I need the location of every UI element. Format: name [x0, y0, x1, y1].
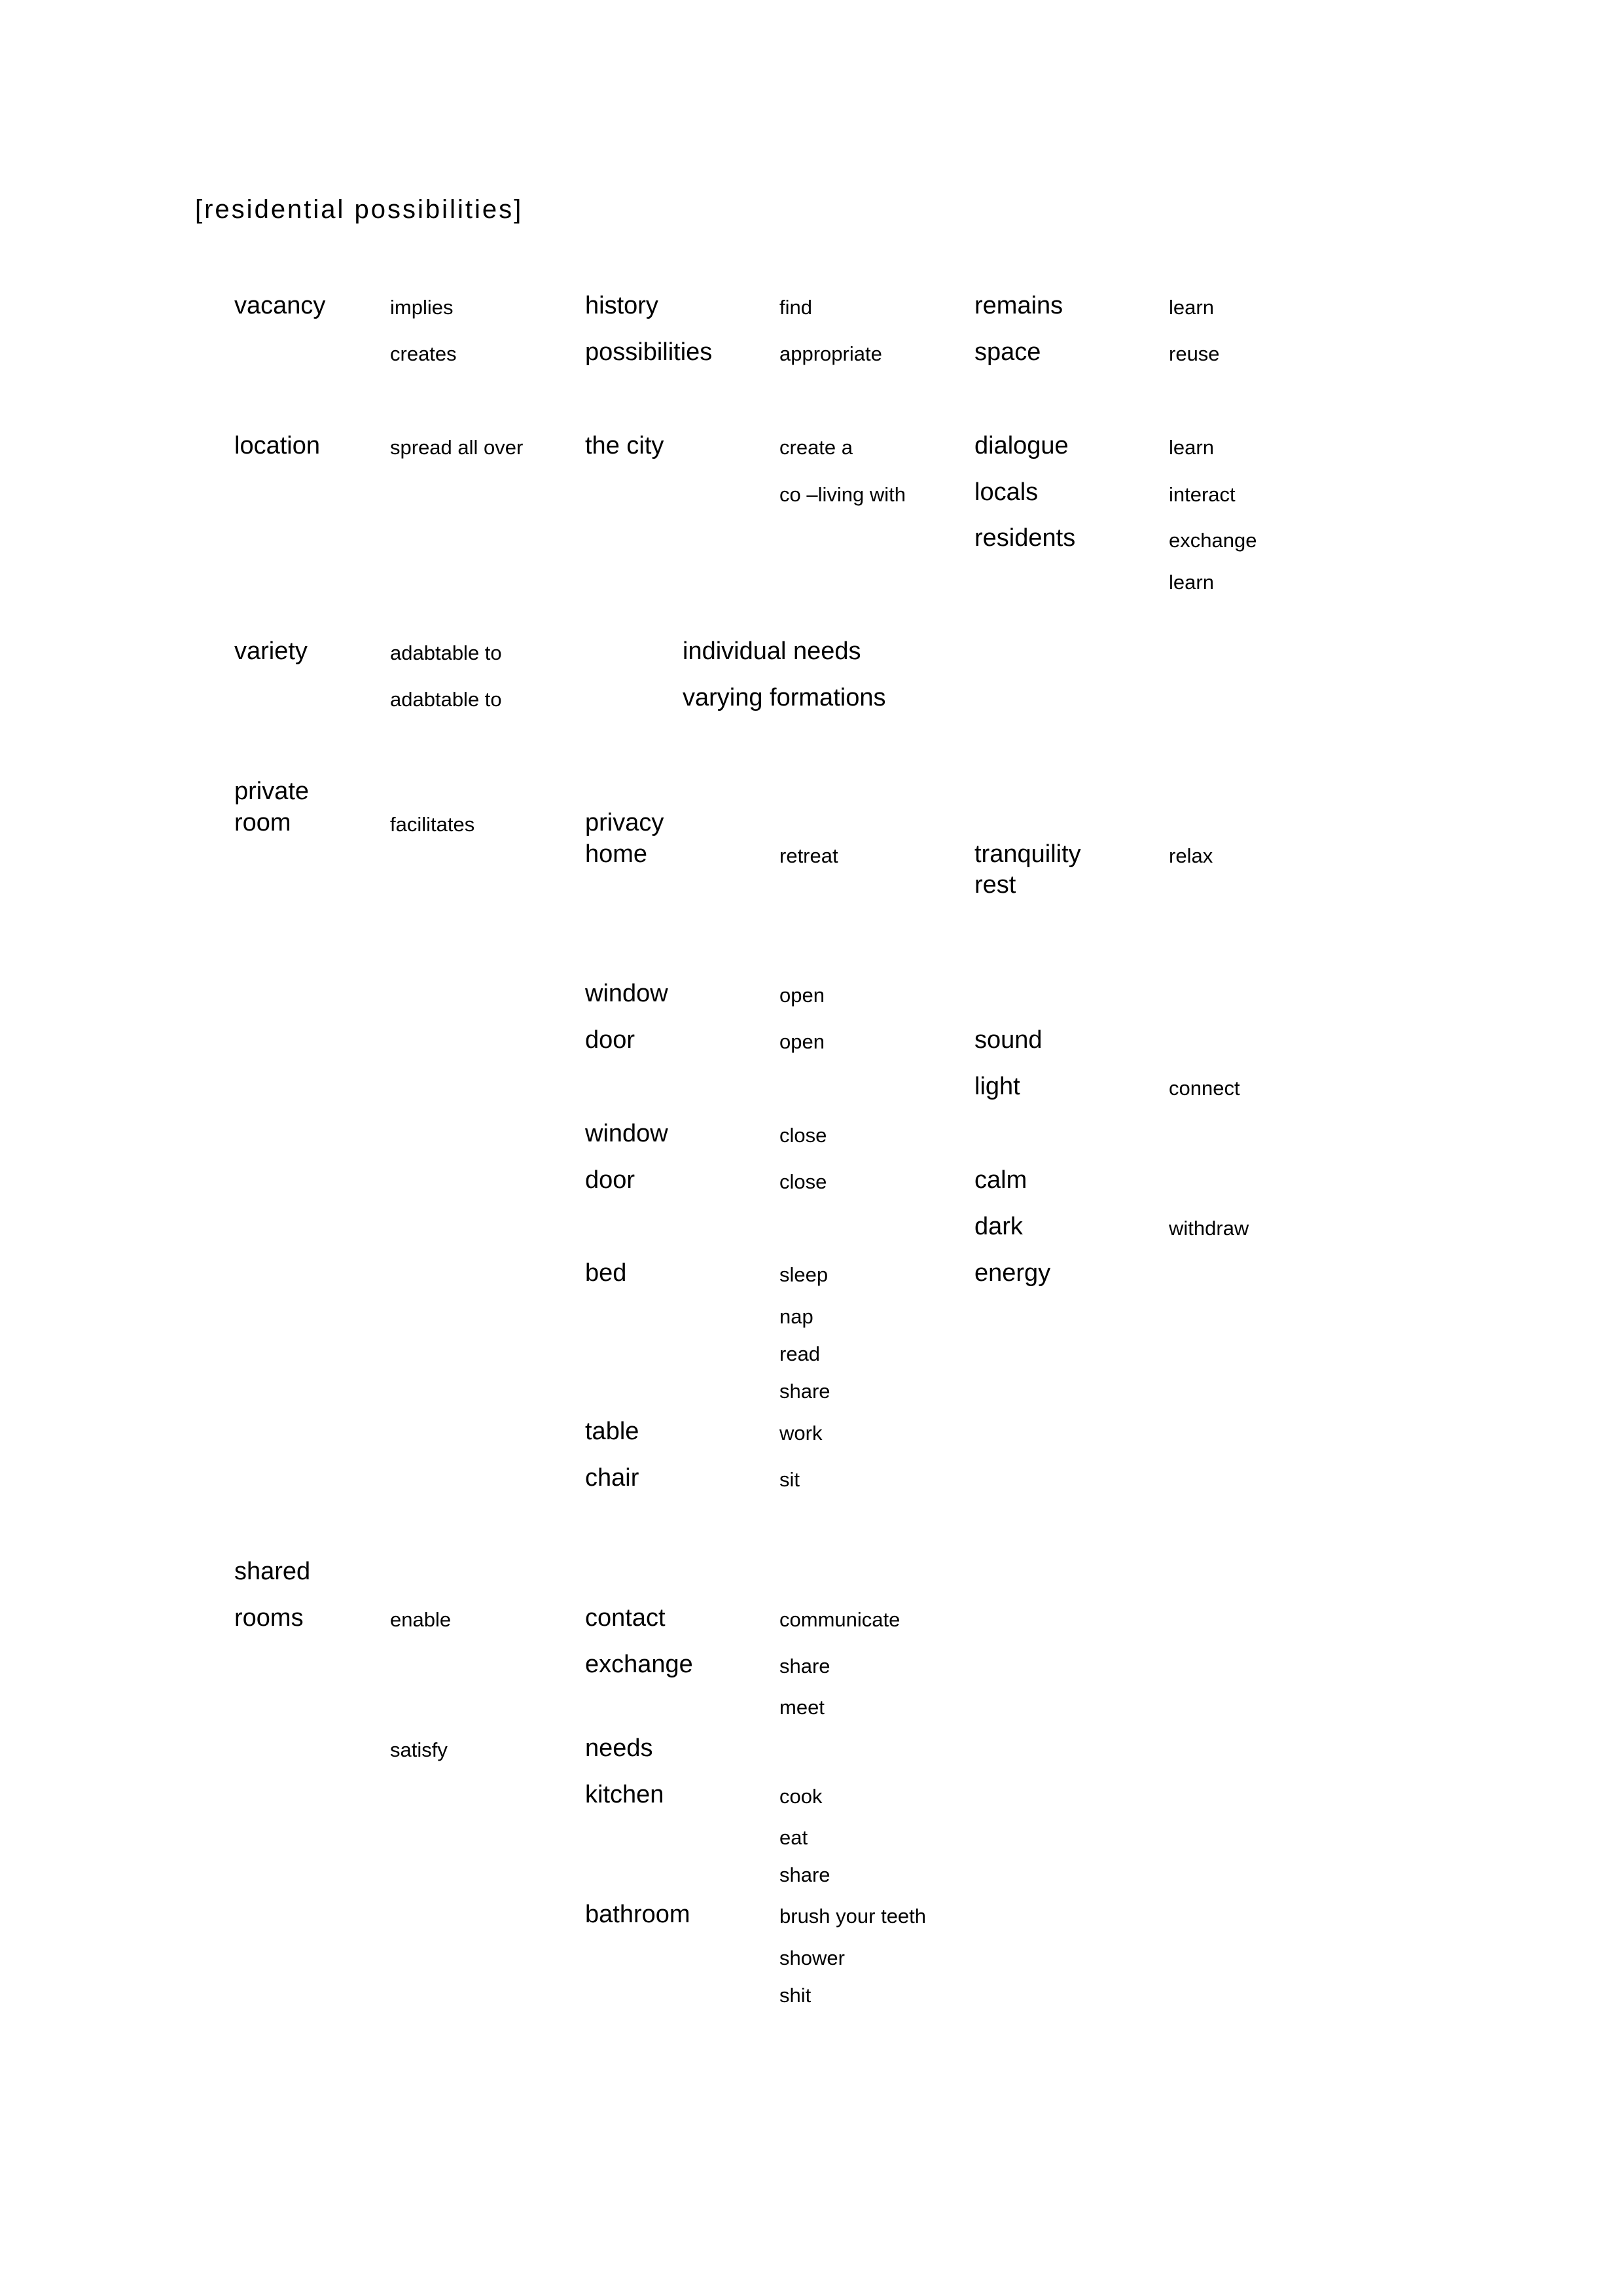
result-locals: locals [974, 478, 1039, 506]
object-exchange: exchange [585, 1651, 693, 1678]
object-history: history [585, 292, 658, 319]
result-energy: energy [974, 1259, 1051, 1287]
verb-satisfy: satisfy [390, 1738, 448, 1761]
action-close: close [779, 1124, 827, 1147]
action-eat: eat [779, 1826, 808, 1849]
result-remains: remains [974, 292, 1063, 319]
action-appropriate: appropriate [779, 342, 882, 365]
term-room: room [234, 809, 291, 836]
action-share: share [779, 1863, 830, 1886]
item-bed: bed [585, 1259, 627, 1287]
item-door: door [585, 1166, 635, 1194]
action-open: open [779, 1030, 825, 1053]
object-contact: contact [585, 1604, 666, 1632]
action-co-living: co –living with [779, 483, 906, 506]
action-create-a: create a [779, 436, 853, 459]
action-retreat: retreat [779, 844, 838, 867]
effect-interact: interact [1169, 483, 1236, 506]
action-shower: shower [779, 1946, 845, 1969]
item-chair: chair [585, 1464, 639, 1492]
result-rest: rest [974, 871, 1016, 899]
item-window: window [585, 1120, 668, 1147]
action-shit: shit [779, 1984, 812, 2007]
action-sit: sit [779, 1468, 800, 1491]
effect-reuse: reuse [1169, 342, 1220, 365]
object-home: home [585, 840, 648, 868]
effect-learn: learn [1169, 436, 1214, 459]
item-kitchen: kitchen [585, 1781, 664, 1808]
result-light: light [974, 1073, 1020, 1100]
action-cook: cook [779, 1785, 823, 1808]
term-private: private [234, 778, 310, 805]
object-the-city: the city [585, 432, 664, 459]
term-shared: shared [234, 1558, 311, 1585]
verb-facilitates: facilitates [390, 813, 475, 836]
object-individual-needs: individual needs [683, 637, 861, 665]
result-residents: residents [974, 524, 1076, 552]
effect-connect: connect [1169, 1077, 1240, 1100]
object-needs: needs [585, 1734, 653, 1762]
action-open: open [779, 984, 825, 1007]
object-varying-formations: varying formations [683, 684, 886, 711]
effect-exchange: exchange [1169, 529, 1257, 552]
item-bathroom: bathroom [585, 1901, 690, 1928]
action-work: work [779, 1422, 823, 1444]
term-rooms: rooms [234, 1604, 304, 1632]
object-privacy: privacy [585, 809, 664, 836]
result-sound: sound [974, 1026, 1043, 1054]
verb-creates: creates [390, 342, 457, 365]
item-door: door [585, 1026, 635, 1054]
term-variety: variety [234, 637, 308, 665]
item-table: table [585, 1418, 639, 1445]
action-brush-teeth: brush your teeth [779, 1905, 927, 1928]
result-dialogue: dialogue [974, 432, 1069, 459]
action-share: share [779, 1655, 830, 1677]
effect-learn: learn [1169, 296, 1214, 319]
verb-implies: implies [390, 296, 454, 319]
result-space: space [974, 338, 1041, 366]
result-tranquility: tranquility [974, 840, 1081, 868]
verb-spread: spread all over [390, 436, 524, 459]
action-communicate: communicate [779, 1608, 901, 1631]
verb-adaptable: adabtable to [390, 688, 502, 711]
action-find: find [779, 296, 812, 319]
verb-enable: enable [390, 1608, 452, 1631]
action-close: close [779, 1170, 827, 1193]
verb-adaptable: adabtable to [390, 641, 502, 664]
action-share: share [779, 1380, 830, 1403]
result-dark: dark [974, 1213, 1023, 1240]
term-vacancy: vacancy [234, 292, 326, 319]
result-calm: calm [974, 1166, 1027, 1194]
effect-learn: learn [1169, 571, 1214, 594]
item-window: window [585, 980, 668, 1007]
action-meet: meet [779, 1696, 825, 1719]
term-location: location [234, 432, 320, 459]
effect-withdraw: withdraw [1169, 1217, 1249, 1240]
page-title: [residential possibilities] [195, 195, 524, 224]
effect-relax: relax [1169, 844, 1213, 867]
object-possibilities: possibilities [585, 338, 713, 366]
action-nap: nap [779, 1305, 813, 1328]
action-read: read [779, 1342, 821, 1365]
action-sleep: sleep [779, 1263, 829, 1286]
